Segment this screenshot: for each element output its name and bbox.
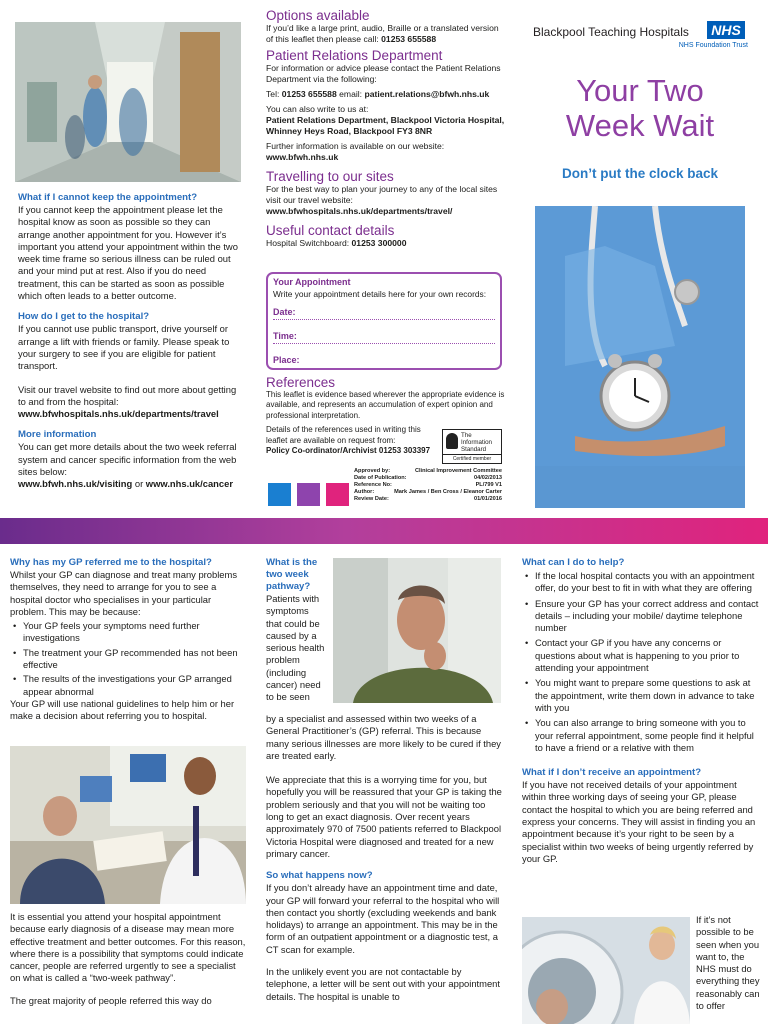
appointment-date-field[interactable]: Date: [273,299,495,320]
list-item: • The treatment your GP recommended has not been effective [10,647,248,672]
cannot-keep-heading: What if I cannot keep the appointment? [18,192,198,203]
nhs-badge-text: NHS [711,22,741,38]
publication-meta [354,468,502,503]
references-heading: References [266,375,336,390]
travel-website-link[interactable]: www.bfwhospitals.nhs.uk/departments/travel [18,408,219,420]
switchboard-label: Hospital Switchboard: [266,238,350,248]
getting-to-hospital-heading: How do I get to the hospital? [18,311,150,323]
essential-attend-text: It is essential you attend your hospital appointment because early diagnosis of a disease may mean more effective treatment and better outcomes. For this reason, where there is a possibility that symptoms could indicate cancer, people are referred urgently to see a specialist on what is called a “two-week pathway”. [10,911,246,984]
travel-website-text: Visit our travel website to find out more about getting to and from the hospital: [18,383,237,407]
nhs-logo-icon [707,21,745,39]
references-details: Details of the references used in writing this leaflet are available on request from: [266,425,421,445]
information-standard-badge [442,429,502,464]
options-heading: Options available [266,8,370,23]
no-appointment-heading: What if I don’t receive an appointment? [522,767,702,779]
travelling-heading: Travelling to our sites [266,169,394,184]
not-contactable-text: In the unlikely event you are not contactable by telephone, a letter will be sent out with your appointment details. The hospital is unable to [266,966,500,1002]
appointment-box-title: Your Appointment [273,277,351,287]
what-happens-now-heading: So what happens now? [266,870,373,882]
patient-relations-heading: Patient Relations Department [266,48,443,63]
swatch-purple [297,483,320,506]
why-referred-heading: Why has my GP referred me to the hospital? [10,557,212,568]
pr-phone: 01253 655588 [281,89,337,99]
list-item: • The results of the investigations your GP arranged appear abnormal [10,673,248,698]
switchboard-phone: 01253 300000 [351,238,407,248]
bfwh-website-link[interactable]: www.bfwh.nhs.uk [266,152,339,162]
inside-middle-heading-block [266,557,326,704]
info-standard-line1: The [461,432,472,439]
tel-label: Tel: [266,89,280,99]
options-phone: 01253 655588 [381,34,437,44]
swatch-pink [326,483,349,506]
ct-scan-photo [522,917,690,1024]
left-info-column [18,192,244,491]
org-name: Blackpool Teaching Hospitals [533,25,689,39]
list-item: • Ensure your GP has your correct address and contact details – including your mobile/ daytime telephone number [522,598,760,635]
not-possible-text: If it’s not possible to be seen when you want to, the NHS must do everything they reasonably can to offer [696,914,760,1012]
email-label: email: [339,89,363,99]
pr-address: Patient Relations Department, Blackpool Victoria Hospital, Whinney Heys Road, Blackpool FY3 8NR [266,115,505,136]
list-item: • Contact your GP if you have any concerns or questions about what is happening to you prior to attending your appointment [522,637,760,674]
info-standard-logo-icon [446,433,458,449]
man-thinking-photo [333,558,501,703]
two-week-pathway-text-narrow: Patients with symptoms that could be caused by a serious health problem (including cancer) need to be seen [266,593,325,703]
appointment-box-instructions: Write your appointment details here for your own records: [273,288,487,299]
cover-title-line2: Week Wait [565,108,715,143]
no-appointment-text: If you have not received details of your appointment within three working days of seeing your GP, please contact the hospital to which you are being referred and express your concerns. They will assist in finding you an appointment because it’s your right to be seen by a specialist within two weeks of being urgently referred by your GP. [522,779,756,864]
inside-left-column [10,557,248,723]
list-item: • If the local hospital contacts you with an appointment offer, do your best to fit in with what they are offering [522,570,760,595]
list-item: • Your GP feels your symptoms need further investigations [10,620,248,645]
inside-middle-column [266,713,502,1003]
two-week-pathway-heading: What is the two week pathway? [266,557,318,592]
cover-title [520,73,760,143]
meta-row: Date of Publication: 04/02/2013 [354,475,502,481]
cover-title-line1: Your Two [576,73,704,108]
meta-row: Review Date: 01/01/2016 [354,496,502,502]
more-information-heading: More information [18,429,97,441]
list-item: • You can also arrange to bring someone with you to your referral appointment, some people find it helpful to have a friend or a relative with them [522,717,760,754]
majority-referred-text: The great majority of people referred this way do [10,994,212,1006]
appointment-box [266,272,502,370]
two-week-pathway-text-wide: by a specialist and assessed within two weeks of a General Practitioner’s (GP) referral. This is because many serious illnesses are more likely to be cured if they are treated early. [266,713,501,761]
what-happens-now-text: If you don’t already have an appointment time and date, your GP will forward your referral to the hospital who will then contact you shortly (excluding weekends and bank holidays) to arrange an appointment. This may be in the form of an outpatient appointment or a diagnostic test, a CT scan for example. [266,882,500,955]
hospital-corridor-photo [15,22,241,182]
patient-relations-text: For information or advice please contact the Patient Relations Department via the following: [266,63,501,84]
useful-contacts-heading: Useful contact details [266,223,395,238]
swatch-blue [268,483,291,506]
middle-info-column [266,8,506,249]
further-info-text: Further information is available on our website: [266,141,445,151]
meta-row: Approved by: Clinical Improvement Committee [354,468,502,474]
trust-name: NHS Foundation Trust [678,42,748,49]
more-information-text: You can get more details about the two week referral system and cancer specific information from the web sites below: [18,441,237,478]
appointment-place-field[interactable]: Place: [273,354,300,365]
pr-email-link[interactable]: patient.relations@bfwh.nhs.uk [364,89,490,99]
list-item: • You might want to prepare some questions to ask at the appointment, write them down in advance to take with you [522,677,760,714]
appointment-time-field[interactable]: Time: [273,320,495,344]
cover-panel [520,0,768,518]
meta-row: Author: Mark James / Ben Cross / Eleanor Carter [354,489,502,495]
what-can-i-do-heading: What can I do to help? [522,557,625,568]
meta-row: Reference No: PL/799 V1 [354,482,502,488]
getting-to-hospital-text: If you cannot use public transport, drive yourself or arrange a lift with friends or family. Please speak to your surgery to see if you are eligible for patient transport. [18,323,230,372]
references-text: This leaflet is evidence based wherever the appropriate evidence is available, and represents an accumulation of expert opinion and professional interpretation. [266,390,505,420]
or-text: or [132,478,146,490]
info-standard-cert: Certified member [443,454,501,463]
referral-reasons-list [10,620,248,698]
travelling-text: For the best way to plan your journey to any of the local sites visit our travel website: [266,184,498,205]
references-contact: Policy Co-ordinator/Archivist 01253 303397 [266,446,431,456]
purple-pink-band [0,518,768,544]
visiting-link[interactable]: www.bfwh.nhs.uk/visiting [18,478,133,490]
inside-right-column [522,557,760,865]
why-referred-text: Whilst your GP can diagnose and treat many problems themselves, they need to arrange for you to see a hospital doctor who specialises in your particular problem. This may be because: [10,569,238,617]
worrying-time-text: We appreciate that this is a worrying time for you, but hopefully you will be reassured that your GP is taking the problem seriously and that you will not be waiting too long to get an exact diagnosis. Over recent years approximately 970 of 7500 patients referred to Blackpool Victoria Hospital were diagnosed and treated for a new primary cancer. [266,774,502,859]
gp-consultation-photo [10,746,246,904]
help-list [522,570,760,754]
nhs-cancer-link[interactable]: www.nhs.uk/cancer [145,478,233,490]
write-to-us-text: You can also write to us at: [266,104,369,114]
info-standard-line3: Standard [461,446,487,453]
inside-right-narrow [696,914,760,1012]
options-text: If you’d like a large print, audio, Braille or a translated version of this leaflet then please call: [266,23,499,44]
cannot-keep-text: If you cannot keep the appointment please let the hospital know as soon as possible so they can arrange another appointment for you. However it’s important you attend your appointment within the two week time frame so serious illness can be ruled out and your mind put at rest. Also if you do need treatment, this can be started as soon as possible which often leads to a better outcome. [18,204,238,302]
info-standard-line2: Information [461,439,492,446]
nurse-clock-photo [535,206,745,508]
cover-tagline: Don’t put the clock back [561,166,719,181]
travel-link[interactable]: www.bfwhospitals.nhs.uk/departments/travel/ [266,206,453,216]
inside-left-column-lower [10,911,248,1007]
national-guidelines-text: Your GP will use national guidelines to help him or her make a decision about referring you to hospital. [10,697,235,722]
